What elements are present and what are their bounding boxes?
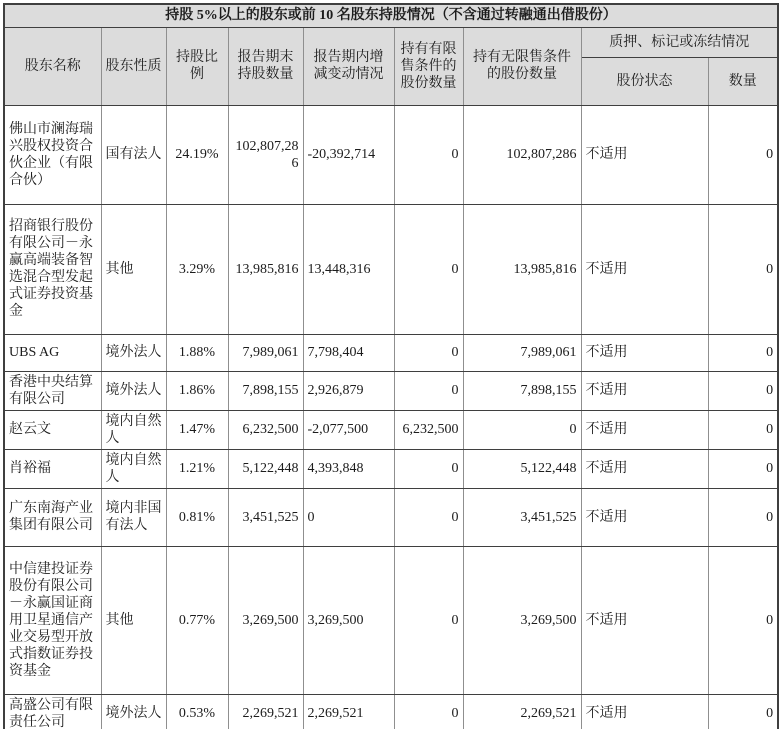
cell-shares-end: 2,269,521 [228,694,303,729]
cell-restricted: 0 [394,371,463,410]
cell-change: -20,392,714 [303,105,394,204]
cell-shares-end: 3,451,525 [228,488,303,546]
header-change-in-period: 报告期内增减变动情况 [303,27,394,105]
cell-restricted: 0 [394,546,463,694]
cell-pledge-qty: 0 [708,105,778,204]
cell-restricted: 0 [394,488,463,546]
cell-shareholder-name: 招商银行股份有限公司－永赢高端装备智选混合型发起式证券投资基金 [4,204,101,334]
cell-shareholder-name: 赵云文 [4,410,101,449]
cell-change: 13,448,316 [303,204,394,334]
table-row [4,204,778,334]
table-row [4,488,778,546]
cell-shareholder-name: 高盛公司有限责任公司 [4,694,101,729]
cell-change: 7,798,404 [303,334,394,371]
cell-unrestricted: 7,898,155 [463,371,581,410]
table-row [4,371,778,410]
header-shareholder-name: 股东名称 [4,27,101,105]
cell-change: 3,269,500 [303,546,394,694]
cell-unrestricted: 3,269,500 [463,546,581,694]
table-row [4,546,778,694]
header-shares-end-of-period: 报告期末持股数量 [228,27,303,105]
table-header-row [4,27,778,57]
table-row [4,449,778,488]
cell-shareholder-name: 中信建投证券股份有限公司－永赢国证商用卫星通信产业交易型开放式指数证券投资基金 [4,546,101,694]
cell-change: 4,393,848 [303,449,394,488]
table-title-row [4,4,778,27]
cell-shares-end: 13,985,816 [228,204,303,334]
cell-holding-ratio: 0.81% [166,488,228,546]
header-unrestricted-shares: 持有无限售条件的股份数量 [463,27,581,105]
cell-shares-end: 3,269,500 [228,546,303,694]
cell-shares-end: 7,898,155 [228,371,303,410]
cell-unrestricted: 102,807,286 [463,105,581,204]
cell-share-status: 不适用 [581,410,708,449]
cell-shareholder-nature: 境外法人 [101,334,166,371]
cell-holding-ratio: 0.53% [166,694,228,729]
cell-change: 2,269,521 [303,694,394,729]
cell-shares-end: 102,807,286 [228,105,303,204]
cell-shareholder-nature: 其他 [101,546,166,694]
cell-pledge-qty: 0 [708,449,778,488]
cell-share-status: 不适用 [581,105,708,204]
cell-share-status: 不适用 [581,546,708,694]
cell-pledge-qty: 0 [708,204,778,334]
cell-shareholder-nature: 国有法人 [101,105,166,204]
cell-restricted: 0 [394,105,463,204]
cell-restricted: 0 [394,694,463,729]
cell-holding-ratio: 3.29% [166,204,228,334]
cell-unrestricted: 7,989,061 [463,334,581,371]
cell-unrestricted: 5,122,448 [463,449,581,488]
cell-unrestricted: 0 [463,410,581,449]
cell-share-status: 不适用 [581,371,708,410]
cell-restricted: 6,232,500 [394,410,463,449]
cell-holding-ratio: 0.77% [166,546,228,694]
cell-pledge-qty: 0 [708,410,778,449]
cell-change: 2,926,879 [303,371,394,410]
table-row [4,105,778,204]
cell-shareholder-nature: 境外法人 [101,694,166,729]
cell-unrestricted: 2,269,521 [463,694,581,729]
table-title: 持股 5%以上的股东或前 10 名股东持股情况（不含通过转融通出借股份） [4,4,778,27]
cell-pledge-qty: 0 [708,488,778,546]
cell-restricted: 0 [394,334,463,371]
cell-change: -2,077,500 [303,410,394,449]
cell-pledge-qty: 0 [708,334,778,371]
shareholders-table [3,3,779,729]
header-share-status: 股份状态 [581,57,708,105]
header-pledge-group: 质押、标记或冻结情况 [581,27,778,57]
cell-holding-ratio: 1.21% [166,449,228,488]
cell-shareholder-name: 广东南海产业集团有限公司 [4,488,101,546]
header-restricted-shares: 持有有限售条件的股份数量 [394,27,463,105]
cell-share-status: 不适用 [581,488,708,546]
cell-shares-end: 6,232,500 [228,410,303,449]
table-row [4,334,778,371]
cell-change: 0 [303,488,394,546]
header-pledge-quantity: 数量 [708,57,778,105]
cell-shareholder-name: 佛山市澜海瑞兴股权投资合伙企业（有限合伙） [4,105,101,204]
cell-unrestricted: 13,985,816 [463,204,581,334]
cell-share-status: 不适用 [581,449,708,488]
cell-shareholder-nature: 境外法人 [101,371,166,410]
cell-unrestricted: 3,451,525 [463,488,581,546]
cell-holding-ratio: 1.47% [166,410,228,449]
cell-shareholder-nature: 其他 [101,204,166,334]
cell-shareholder-name: 香港中央结算有限公司 [4,371,101,410]
cell-shareholder-name: UBS AG [4,334,101,371]
table-row [4,694,778,729]
cell-restricted: 0 [394,449,463,488]
cell-pledge-qty: 0 [708,371,778,410]
cell-shareholder-name: 肖裕福 [4,449,101,488]
cell-shareholder-nature: 境内非国有法人 [101,488,166,546]
cell-share-status: 不适用 [581,204,708,334]
cell-shareholder-nature: 境内自然人 [101,410,166,449]
cell-shareholder-nature: 境内自然人 [101,449,166,488]
cell-holding-ratio: 24.19% [166,105,228,204]
cell-pledge-qty: 0 [708,694,778,729]
cell-share-status: 不适用 [581,694,708,729]
cell-shares-end: 7,989,061 [228,334,303,371]
cell-shares-end: 5,122,448 [228,449,303,488]
cell-share-status: 不适用 [581,334,708,371]
cell-holding-ratio: 1.88% [166,334,228,371]
cell-holding-ratio: 1.86% [166,371,228,410]
table-row [4,410,778,449]
header-shareholder-nature: 股东性质 [101,27,166,105]
cell-restricted: 0 [394,204,463,334]
header-holding-ratio: 持股比例 [166,27,228,105]
cell-pledge-qty: 0 [708,546,778,694]
